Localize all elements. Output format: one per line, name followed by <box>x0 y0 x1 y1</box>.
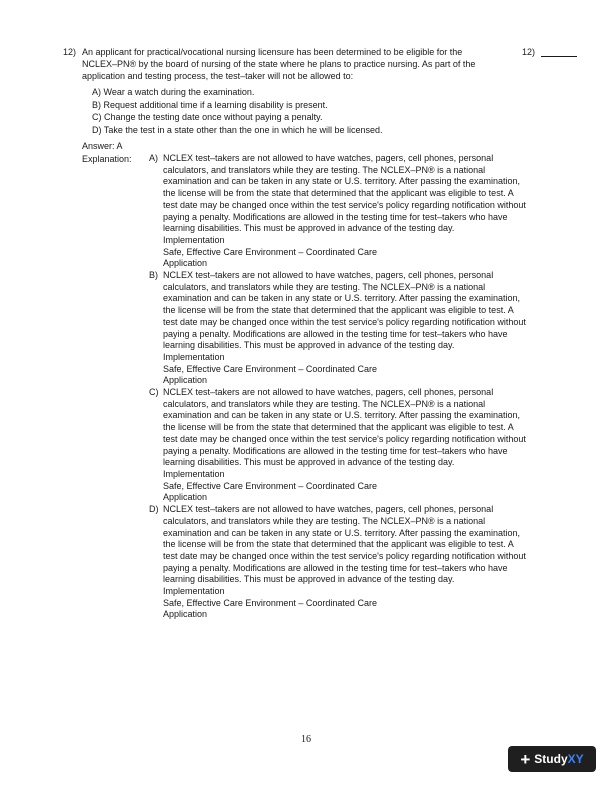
page-number: 16 <box>301 734 311 745</box>
option-c: C) Change the testing date once without paying a penalty. <box>92 112 323 123</box>
client-needs-tag: Safe, Effective Care Environment – Coordinated Care <box>163 246 377 257</box>
cognitive-level-tag: Application <box>163 375 208 386</box>
question-stem-line: NCLEX–PN® by the board of nursing of the state where he plans to practice nursing. As part of the <box>82 59 476 69</box>
question-stem-line: application and testing process, the test–taker will not be allowed to: <box>82 71 354 81</box>
explanation-c <box>149 387 529 504</box>
studyxy-logo[interactable] <box>508 746 596 772</box>
explanation-text: NCLEX test–takers are not allowed to have watches, pagers, cell phones, personal calculators, and translators while they are testing. The NCLEX–PN® is a national examination and can be taken in any state or U.S. territory. After passing the examination, the license will be from the state that determined that the applicant was eligible to test. A test date may be changed once within the test service's policy regarding notification without paying a penalty. Modifications are allowed in the testing time for test–takers who have learning disabilities. This must be approved in advance of the testing day. <box>163 153 526 234</box>
explanation-label: Explanation: <box>82 154 132 164</box>
nursing-process-tag: Implementation <box>163 586 225 597</box>
plus-icon: + <box>520 749 531 769</box>
nursing-process-tag: Implementation <box>163 351 225 362</box>
question-stem-line: An applicant for practical/vocational nursing licensure has been determined to be eligible for the <box>82 47 463 57</box>
option-a: A) Wear a watch during the examination. <box>92 87 255 97</box>
explanation-a <box>149 153 529 270</box>
logo-suffix: XY <box>567 752 584 766</box>
nursing-process-tag: Implementation <box>163 468 225 479</box>
answer-key: Answer: A <box>82 141 123 151</box>
question-stem <box>82 46 512 82</box>
explanation-text: NCLEX test–takers are not allowed to have watches, pagers, cell phones, personal calculators, and translators while they are testing. The NCLEX–PN® is a national examination and can be taken in any state or U.S. territory. After passing the examination, the license will be from the state that determined that the applicant was eligible to test. A test date may be changed once within the test service's policy regarding notification without paying a penalty. Modifications are allowed in the testing time for test–takers who have learning disabilities. This must be approved in advance of the testing day. <box>163 270 526 351</box>
explanation-letter: D) <box>149 504 159 515</box>
explanation-text: NCLEX test–takers are not allowed to have watches, pagers, cell phones, personal calculators, and translators while they are testing. The NCLEX–PN® is a national examination and can be taken in any state or U.S. territory. After passing the examination, the license will be from the state that determined that the applicant was eligible to test. A test date may be changed once within the test service's policy regarding notification without paying a penalty. Modifications are allowed in the testing time for test–takers who have learning disabilities. This must be approved in advance of the testing day. <box>163 504 526 585</box>
client-needs-tag: Safe, Effective Care Environment – Coordinated Care <box>163 363 377 374</box>
answer-reference-number: 12) <box>522 47 536 57</box>
explanation-letter: A) <box>149 153 158 163</box>
answer-blank-line <box>541 56 577 57</box>
cognitive-level-tag: Application <box>163 492 208 503</box>
nursing-process-tag: Implementation <box>163 234 225 245</box>
logo-word: Study <box>534 752 568 766</box>
explanation-letter: B) <box>149 270 158 281</box>
client-needs-tag: Safe, Effective Care Environment – Coordinated Care <box>163 480 377 491</box>
cognitive-level-tag: Application <box>163 609 208 620</box>
cognitive-level-tag: Application <box>163 258 208 269</box>
explanation-list <box>149 153 529 621</box>
client-needs-tag: Safe, Effective Care Environment – Coordinated Care <box>163 597 377 608</box>
explanation-d <box>149 504 529 621</box>
explanation-letter: C) <box>149 387 159 398</box>
answer-options <box>92 86 383 137</box>
explanation-b <box>149 270 529 387</box>
explanation-text: NCLEX test–takers are not allowed to have watches, pagers, cell phones, personal calculators, and translators while they are testing. The NCLEX–PN® is a national examination and can be taken in any state or U.S. territory. After passing the examination, the license will be from the state that determined that the applicant was eligible to test. A test date may be changed once within the test service's policy regarding notification without paying a penalty. Modifications are allowed in the testing time for test–takers who have learning disabilities. This must be approved in advance of the testing day. <box>163 387 526 468</box>
option-d: D) Take the test in a state other than the one in which he will be licensed. <box>92 125 383 136</box>
question-number: 12) <box>63 47 77 57</box>
option-b: B) Request additional time if a learning disability is present. <box>92 99 328 110</box>
